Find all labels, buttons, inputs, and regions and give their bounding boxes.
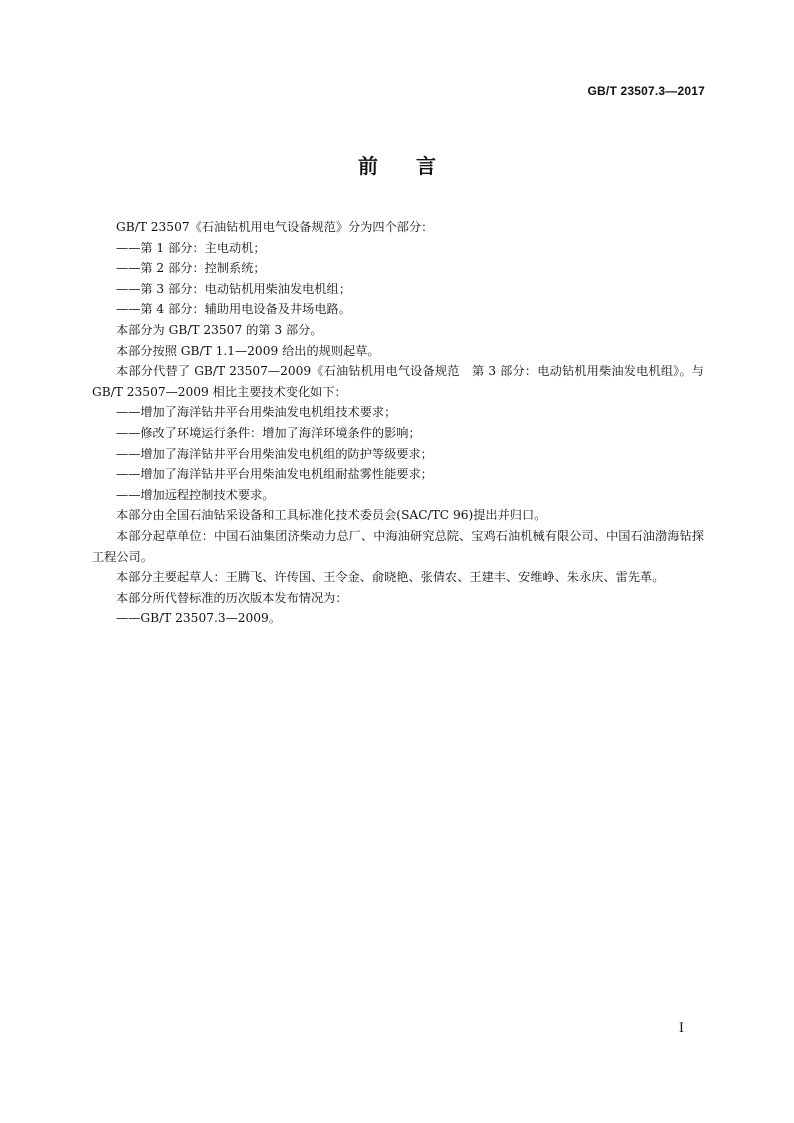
- list-item-change-5: ——增加远程控制技术要求。: [116, 487, 275, 502]
- list-item-change-2: ——修改了环境运行条件：增加了海洋环境条件的影响；: [116, 425, 421, 440]
- page-number: I: [678, 1021, 684, 1036]
- standard-code: GB/T 23507.3—2017: [587, 84, 705, 98]
- foreword-body: [92, 217, 704, 629]
- list-item-history-1: ——GB/T 23507.3—2009。: [116, 611, 281, 626]
- list-item-change-1: ——增加了海洋钻井平台用柴油发电机组技术要求；: [116, 405, 397, 420]
- list-item-change-3: ——增加了海洋钻井平台用柴油发电机组的防护等级要求；: [116, 446, 433, 461]
- paragraph-intro: GB/T 23507《石油钻机用电气设备规范》分为四个部分：: [116, 220, 434, 234]
- page-title: 前言: [358, 154, 474, 178]
- paragraph-proposed-by: 本部分由全国石油钻采设备和工具标准化技术委员会(SAC/TC 96)提出并归口。: [116, 508, 547, 523]
- paragraph-replaces: 本部分代替了 GB/T 23507—2009《石油钻机用电气设备规范 第 3 部分：电动钻机用柴油发电机组》。与 GB/T 23507—2009 相比主要技术变化如下：: [92, 364, 704, 399]
- paragraph-drafting-units: 本部分起草单位：中国石油集团济柴动力总厂、中海油研究总院、宝鸡石油机械有限公司、中国石油渤海钻探工程公司。: [92, 528, 704, 564]
- list-item-part-3: ——第 3 部分：电动钻机用柴油发电机组；: [116, 281, 351, 296]
- list-item-part-1: ——第 1 部分：主电动机；: [116, 240, 266, 255]
- paragraph-drafting-rules: 本部分按照 GB/T 1.1—2009 给出的规则起草。: [116, 343, 380, 358]
- list-item-part-2: ——第 2 部分：控制系统；: [116, 261, 266, 276]
- paragraph-drafters: 本部分主要起草人：王腾飞、许传国、王令金、俞晓艳、张倩农、王建丰、安维峥、朱永庆、雷先革。: [116, 570, 665, 585]
- list-item-change-4: ——增加了海洋钻井平台用柴油发电机组耐盐雾性能要求；: [116, 467, 433, 482]
- list-item-part-4: ——第 4 部分：辅助用电设备及井场电路。: [116, 302, 351, 317]
- paragraph-history: 本部分所代替标准的历次版本发布情况为：: [116, 590, 348, 605]
- paragraph-scope: 本部分为 GB/T 23507 的第 3 部分。: [116, 322, 323, 337]
